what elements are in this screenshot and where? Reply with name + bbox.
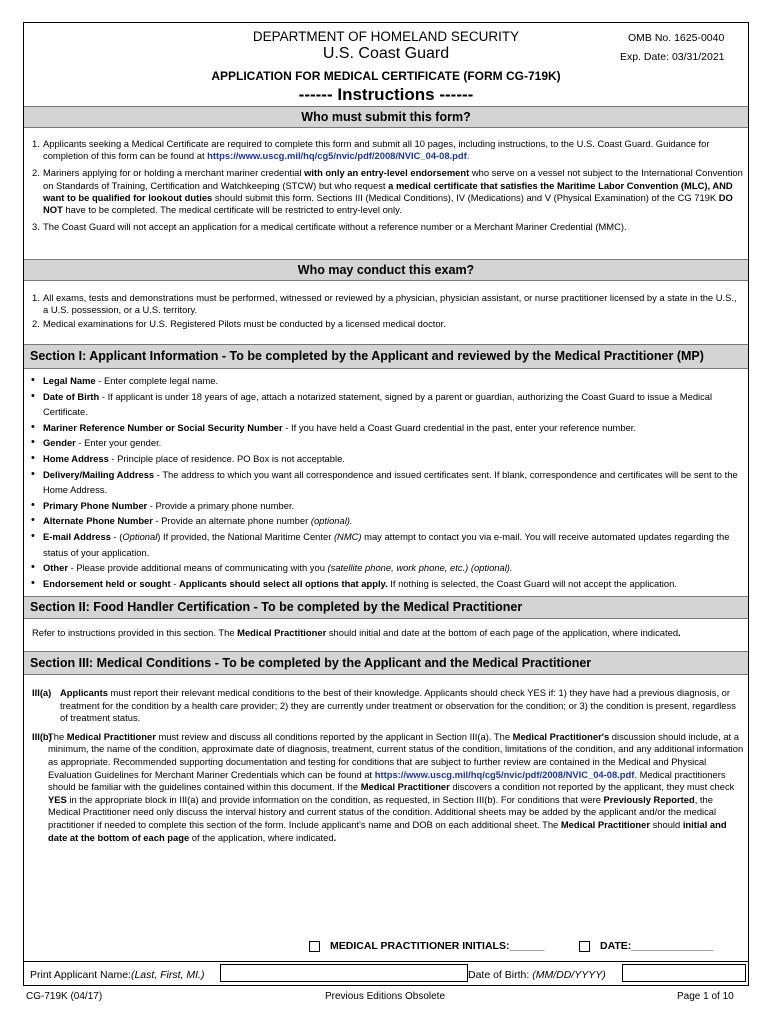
list-item: • E-mail Address - (Optional) If provided, the National Maritime Center (NMC) may attempt to contact you via e-mail. You will receive automated updates regarding the status of your application. — [31, 529, 730, 558]
list-item: • Alternate Phone Number - Provide an alternate phone number (optional). — [31, 514, 353, 527]
section3-heading: Section III: Medical Conditions - To be completed by the Applicant and the Medical Practitioner — [24, 651, 748, 675]
nvic-link[interactable]: https://www.uscg.mil/hq/cg5/nvic/pdf/2008/NVIC_04-08.pdf — [207, 150, 467, 162]
section2-text: Refer to instructions provided in this section. The Medical Practitioner should initial and date at the bottom of each page of the application, where indicated. — [32, 627, 681, 638]
expiration-date: Exp. Date: 03/31/2021 — [620, 51, 725, 63]
page-number: Page 1 of 10 — [677, 991, 734, 1002]
list-item: • Endorsement held or sought - Applicants should select all options that apply. If nothing is selected, the Coast Guard will not accept the application. — [31, 576, 677, 589]
section3-text — [32, 687, 744, 850]
list-item: 2. Medical examinations for U.S. Registered Pilots must be conducted by a licensed medical doctor. — [32, 318, 446, 330]
dob-label: Date of Birth: (MM/DD/YYYY) — [468, 969, 606, 981]
form-page — [23, 22, 749, 986]
section1-heading: Section I: Applicant Information - To be completed by the Applicant and reviewed by the Medical Practitioner (MP) — [24, 344, 748, 369]
instructions-heading: ------ Instructions ------ — [298, 85, 474, 104]
list-item: 3. The Coast Guard will not accept an application for a medical certificate without a reference number or a Merchant Mariner Credential (MMC). — [32, 221, 627, 233]
date-field[interactable]: ______________ — [631, 940, 714, 952]
who-conduct-list — [32, 292, 744, 336]
list-item: • Delivery/Mailing Address - The address to which you want all correspondence and issued certificates sent. If blank, correspondence and certificates will be sent to the Home Address. — [31, 467, 738, 496]
initials-field[interactable]: ______ — [509, 940, 545, 952]
who-submit-heading: Who must submit this form? — [24, 106, 748, 128]
dob-input[interactable] — [622, 964, 746, 982]
list-item: 1. All exams, tests and demonstrations must be performed, witnessed or reviewed by a physician, physician assistant, or nurse practitioner licensed by a state in the U.S., a U.S. possession, or a U.S. territory. — [32, 292, 737, 316]
applicant-info-row — [24, 961, 748, 986]
date-label: DATE:______________ — [600, 940, 714, 952]
section3a-paragraph: III(a) Applicants must report their relevant medical conditions to the best of their knowledge. Applicants should check YES if: 1) they have had a previous diagnosis, or treatment for the condition by a health care provider; 2) they are currently under treatment or observation for the condition; or 3) the condition is present, regardless of treatment status. — [32, 687, 736, 724]
initials-checkbox[interactable] — [309, 941, 320, 952]
form-header — [24, 23, 748, 113]
form-number: CG-719K (04/17) — [26, 991, 103, 1002]
nvic-link[interactable]: https://www.uscg.mil/hq/cg5/nvic/pdf/2008/NVIC_04-08.pdf — [374, 768, 635, 780]
who-submit-list — [32, 138, 744, 238]
section2-heading: Section II: Food Handler Certification - To be completed by the Medical Practitioner — [24, 596, 748, 619]
who-conduct-heading: Who may conduct this exam? — [24, 259, 748, 281]
date-checkbox[interactable] — [579, 941, 590, 952]
list-item: 2. Mariners applying for or holding a merchant mariner credential with only an entry-level endorsement who serve on a vessel not subject to the International Convention on Standards of Training, Certification and Watchkeeping (STCW) but who request a medical certificate that satisfies the Maritime Labor Convention (MLC), AND want to be qualified for lookout duties should submit this form. Sections III (Medical Conditions), IV (Medications) and V (Physical Examination) of the CG 719K DO NOT have to be completed. The medical certificate will be restricted to entry-level only. — [32, 167, 743, 216]
section1-list — [31, 373, 743, 591]
application-title: APPLICATION FOR MEDICAL CERTIFICATE (FORM CG-719K) — [211, 69, 561, 83]
list-item: 1. Applicants seeking a Medical Certificate are required to complete this form and submit all 10 pages, including instructions, to the U.S. Coast Guard. Guidance for completion of this form can be found at https://www.uscg.mil/hq/cg5/nvic/pdf/2008/NVIC_04-08.pdf. — [32, 138, 710, 162]
list-item: • Legal Name - Enter complete legal name. — [31, 374, 219, 386]
list-item: • Mariner Reference Number or Social Security Number - If you have held a Coast Guard credential in the past, enter your reference number. — [31, 420, 636, 433]
list-item: • Other - Please provide additional means of communicating with you (satellite phone, work phone, etc.) (optional). — [31, 561, 513, 574]
list-item: • Date of Birth - If applicant is under 18 years of age, attach a notarized statement, signed by a parent or guardian, authorizing the Coast Guard to issue a Medical Certificate. — [31, 389, 713, 418]
omb-number: OMB No. 1625-0040 — [628, 32, 725, 44]
department-name: DEPARTMENT OF HOMELAND SECURITY — [252, 29, 520, 44]
editions-note: Previous Editions Obsolete — [324, 991, 446, 1002]
agency-name: U.S. Coast Guard — [322, 45, 450, 62]
list-item: • Primary Phone Number - Provide a primary phone number. — [31, 498, 295, 511]
applicant-name-label: Print Applicant Name:(Last, First, MI.) — [30, 969, 205, 981]
applicant-name-input[interactable] — [220, 964, 468, 982]
list-item: • Gender - Enter your gender. — [31, 436, 162, 449]
list-item: • Home Address - Principle place of residence. PO Box is not acceptable. — [31, 451, 345, 464]
initials-label: MEDICAL PRACTITIONER INITIALS:______ — [330, 940, 545, 952]
section3b-paragraph: III(b) The Medical Practitioner must review and discuss all conditions reported by the applicant in Section III(a). The Medical Practitioner's discussion should include, at a minimum, the name of the condition, approximate date of diagnosis, treatment, current status of the condition, limitations of the condition, and any additional information as appropriate. Recommended supporting documentation and testing for conditions that are subject to further review are contained in the Medical and Physical Evaluation Guidelines for Merchant Mariner Credentials which can be found at https://www.uscg.mil/hq/cg5/nvic/pdf/2008/NVIC_04-08.pdf. Medical practitioners should be familiar with the guidelines contained within this document. If the Medical Practitioner discovers a condition not reported by the applicant, they must check YES in the appropriate block in III(a) and provide information on the condition, as requested, in Section III(b). For conditions that were Previously Reported, the Medical Practitioner need only discuss the interval history and current status of the condition. Additional sheets may be added by the applicant and/or the medical practitioner if needed to complete this section of the form. Include applicant's name and DOB on each additional sheet. The Medical Practitioner should initial and date at the bottom of each page of the application, where indicated. — [32, 730, 744, 843]
